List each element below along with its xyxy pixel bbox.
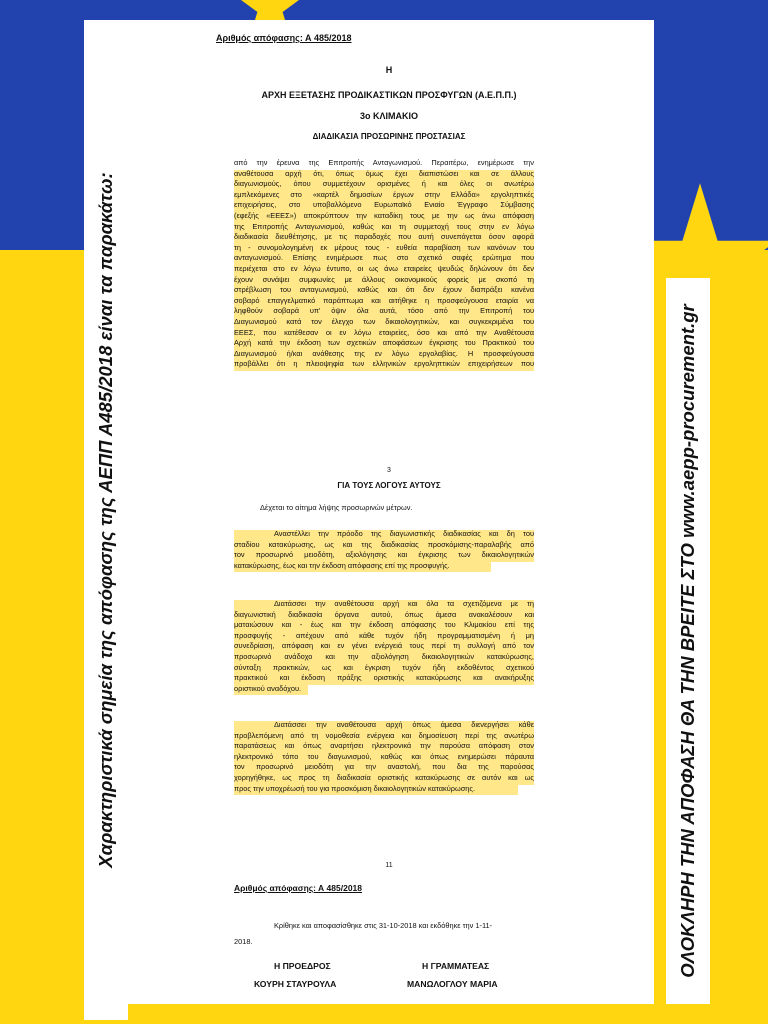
text-line: Αρχή κατά την έκδοση των σχετικών αποφάσεων έγκρισης του Πρακτικού του (234, 339, 534, 350)
president-name: ΚΟΥΡΗ ΣΤΑΥΡΟΥΛΑ (254, 979, 337, 989)
text-line: ανταγωνισμού. Επίσης ενημέρωσε πως στο σχετικό σαφές ερώτημα που (234, 254, 534, 265)
left-banner-text: Χαρακτηριστικά σημεία της απόφασης της ΑΕΠΠ Α485/2018 είναι τα παρακάτω: (95, 172, 116, 868)
judged-line: 2018. (234, 937, 253, 946)
text-line: Διατάσσει την αναθέτουσα αρχή όπως άμεσα διενεργήσει κάθε (234, 721, 534, 732)
text-line: διαδικασία διευθέτησης, με τις παραδοχές που αυτή συνεπάγεται όσον αφορά (234, 233, 534, 244)
text-line: στρέβλωση του ανταγωνισμού, καθώς και ότι δεν έχουν διαπράξει κανένα (234, 286, 534, 297)
text-line: παρατάσεως και όπως αναρτήσει ηλεκτρονικά την παρούσα απόφαση στον (234, 742, 534, 753)
text-line: ηλεκτρονικό τόπο του διαγωνισμού, καθώς και όπως ενημερώσει πάραυτα (234, 753, 534, 764)
heading-authority: ΑΡΧΗ ΕΞΕΤΑΣΗΣ ΠΡΟΔΙΚΑΣΤΙΚΩΝ ΠΡΟΣΦΥΓΩΝ (Α.Ε.Π.Π.) (261, 90, 517, 100)
text-line: τον προσωρινό μειοδότη, αξιολόγησης και έγκρισης των δικαιολογητικών (234, 551, 534, 562)
right-banner-text: ΟΛΟΚΛΗΡΗ ΤΗΝ ΑΠΟΦΑΣΗ ΘΑ ΤΗΝ ΒΡΕΙΤΕ ΣΤΟ www.aepp-procurement.gr (677, 304, 698, 978)
reasons-heading: ΓΙΑ ΤΟΥΣ ΛΟΓΟΥΣ ΑΥΤΟΥΣ (337, 481, 441, 490)
text-line: περιέχεται στο εν λόγω έντυπο, οι ως άνω εταιρείες ψευδώς δηλώνουν ότι δεν (234, 265, 534, 276)
text-line: αναθέτουσα αρχή ότι, όπως όμως έχει διαπιστώσει και σε άλλους (234, 170, 534, 181)
text-line: ματαιώσουν και - έως και την έκδοση απόφασης του Κλιμακίου επί της (234, 621, 534, 632)
document-page (124, 20, 654, 1004)
judged-line: Κρίθηκε και αποφασίσθηκε στις 31-10-2018 και εκδόθηκε την 1-11- (274, 921, 493, 930)
text-line: σύνταξη πρακτικών, ως και έγκριση τυχόν ήδη εκδοθέντος σχετικού (234, 664, 534, 675)
text-line: εμπλεκόμενες στο «καρτέλ δημοσίων έργων στην Ελλάδα» εργοληπτικές (234, 191, 534, 202)
text-line: προβλεπόμενη από τη νομοθεσία ενέργεια και δημοσίευση περί της ανωτέρω (234, 732, 534, 743)
text-line: (εφεξής «ΕΕΕΣ») αποκρύπτουν την καταδίκη τους με την ως άνω απόφαση (234, 212, 534, 223)
text-line: πρακτικού και έκδοση πράξης οριστικής κατακύρωσης και ανακήρυξης (234, 674, 534, 685)
paragraph-background (234, 159, 534, 371)
text-line: κατακύρωσης, έως και την έκδοση απόφασης επί της προσφυγής. (234, 562, 491, 573)
heading-article: Η (385, 65, 393, 75)
text-line: προσφυγής - απέχουν από κάθε τυχόν ήδη προγραμματισμένη ή μη (234, 632, 534, 643)
text-line: διαγωνιστική διαδικασία όργανα αυτού, όπως άμεσα ανακαλέσουν και (234, 611, 534, 622)
text-line: τον προσωρινό μειοδότη για την αναστολή, που δια της παρούσας (234, 763, 534, 774)
text-line: σταδίου κατακύρωσης, ως και της διαδικασίας προσκόμισης-παραλαβής από (234, 541, 534, 552)
text-line: συνεδρίαση, απόφαση και εν γένει ενέργειά τους περί τη συλλογή από τον (234, 642, 534, 653)
text-line: επιχειρήσεις, στο υποβαλλόμενο Ευρωπαϊκό Ενιαίο Έγγραφο Σύμβασης (234, 201, 534, 212)
page-number: 3 (387, 467, 391, 474)
text-line: από την έρευνα της Επιτροπής Ανταγωνισμού. Περαιτέρω, ενημέρωσε την (234, 158, 534, 167)
text-line: ΕΕΕΣ, που κατέθεσαν οι εν λόγω εταιρείες, όσο και από την Αναθέτουσα (234, 329, 534, 340)
decision-reference: Αριθμός απόφασης: Α 485/2018 (216, 33, 352, 43)
decision-reference: Αριθμός απόφασης: Α 485/2018 (234, 883, 363, 893)
text-line: ληφθούν σοβαρά υπ' όψιν όλα αυτά, τόσο από την Επιτροπή του (234, 307, 534, 318)
president-title: Η ΠΡΟΕΔΡΟΣ (274, 961, 331, 971)
text-line: τη - συνομολογημένη εκ μέρους τους - ευθεία παραβίαση των κανόνων του (234, 244, 534, 255)
text-line: προβάλλει ότι η πλειοψηφία των ελληνικών εργοληπτικών επιχειρήσεων που (234, 360, 534, 371)
text-line: Διατάσσει την αναθέτουσα αρχή και όλα τα σχετιζόμενα με τη (234, 600, 534, 611)
page-number: 11 (385, 862, 393, 869)
paragraph-publication (234, 721, 534, 795)
text-line: σοβαρό επαγγελματικό παράπτωμα και αιτήθηκε η προσφεύγουσα εταιρία να (234, 297, 534, 308)
paragraph-order (234, 600, 534, 695)
text-line: Διαγωνισμού ή/και ανάθεσης της εν λόγω εργολαβίας. Η προσφεύγουσα (234, 350, 534, 361)
text-line: οριστικού αναδόχου. (234, 685, 308, 696)
secretary-title: Η ΓΡΑΜΜΑΤΕΑΣ (422, 961, 490, 971)
text-line: έχουν συνάψει συμφωνίες με άλλους οικονομικούς φορείς με σκοπό τη (234, 276, 534, 287)
heading-chamber: 3ο ΚΛΙΜΑΚΙΟ (359, 111, 418, 121)
text-line: προς την υποχρέωσή του για προσκόμιση δικαιολογητικών κατακύρωσης. (234, 785, 518, 796)
text-line: Αναστέλλει την πρόοδο της διαγωνιστικής διαδικασίας και δη του (234, 530, 534, 541)
text-line: προσωρινό ανάδοχο και την αξιολόγηση δικαιολογητικών κατακύρωσης, (234, 653, 534, 664)
text-line: διαγωνισμούς, όπου συμμετέχουν ορισμένες ή και όλες οι ανωτέρω (234, 180, 534, 191)
paragraph-suspension (234, 530, 534, 572)
heading-procedure: ΔΙΑΔΙΚΑΣΙΑ ΠΡΟΣΩΡΙΝΗΣ ΠΡΟΣΤΑΣΙΑΣ (312, 132, 466, 141)
text-line: Διαγωνισμού κατά τον έλεγχο των δικαιολογητικών, και συγκεκριμένα του (234, 318, 534, 329)
secretary-name: ΜΑΝΩΛΟΓΛΟΥ ΜΑΡΙΑ (407, 979, 498, 989)
text-line: της Επιτροπής Ανταγωνισμού, καθώς και τη συμμετοχή τους στην εν λόγω (234, 223, 534, 234)
accepts-line: Δέχεται το αίτημα λήψης προσωρινών μέτρων. (260, 503, 413, 512)
text-line: χορηγήθηκε, ως προς τη διαδικασία οριστικής κατακύρωσης σε αυτόν και ως (234, 774, 534, 785)
